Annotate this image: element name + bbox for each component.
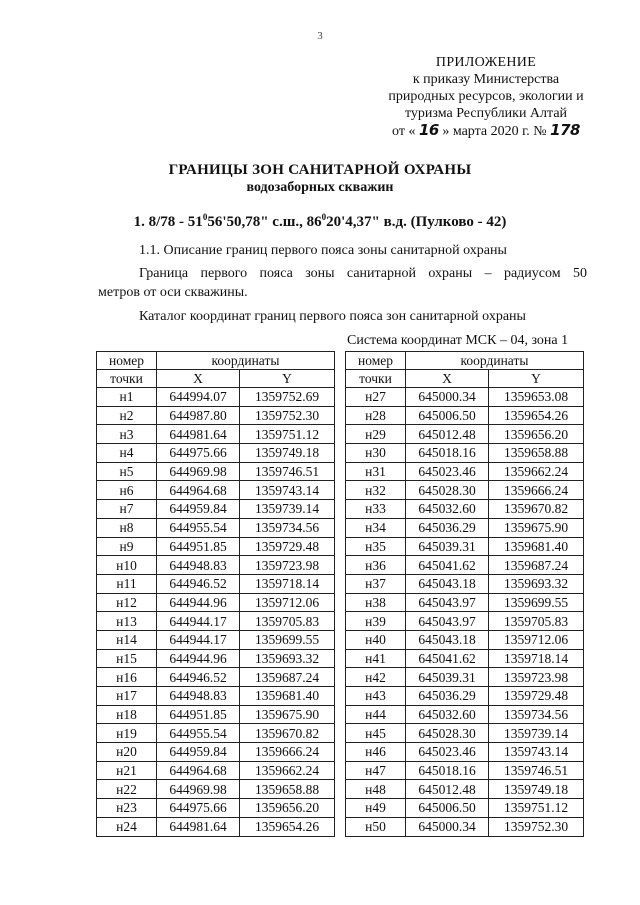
x-coordinate-cell: 645043.18 xyxy=(406,630,489,649)
table-row xyxy=(346,425,584,444)
appendix-line-3: туризма Республики Алтай xyxy=(404,106,568,121)
table-row xyxy=(97,481,335,500)
point-number-cell: н32 xyxy=(346,481,406,500)
x-coordinate-cell: 645032.60 xyxy=(406,500,489,519)
table-row xyxy=(97,462,335,481)
y-coordinate-cell: 1359739.14 xyxy=(489,724,584,743)
y-coordinate-cell: 1359654.26 xyxy=(240,817,335,836)
y-coordinate-cell: 1359739.14 xyxy=(240,500,335,519)
point-number-cell: н43 xyxy=(346,687,406,706)
y-coordinate-cell: 1359662.24 xyxy=(240,761,335,780)
x-coordinate-cell: 644946.52 xyxy=(157,574,240,593)
x-coordinate-cell: 645012.48 xyxy=(406,780,489,799)
y-coordinate-cell: 1359734.56 xyxy=(489,705,584,724)
x-coordinate-cell: 644964.68 xyxy=(157,761,240,780)
y-coordinate-cell: 1359705.83 xyxy=(489,612,584,631)
table-row xyxy=(97,388,335,407)
appendix-date-line xyxy=(372,122,600,140)
table-row xyxy=(346,388,584,407)
table-row xyxy=(97,668,335,687)
coord-part-3: 20'4,37" в.д. (Пулково - 42) xyxy=(326,214,507,230)
coordinates-table-right xyxy=(345,351,584,837)
x-coordinate-cell: 644964.68 xyxy=(157,481,240,500)
point-number-cell: н45 xyxy=(346,724,406,743)
point-number-cell: н22 xyxy=(97,780,157,799)
y-coordinate-cell: 1359749.18 xyxy=(240,444,335,463)
table-row xyxy=(346,668,584,687)
x-coordinate-cell: 645041.62 xyxy=(406,556,489,575)
point-number-cell: н13 xyxy=(97,612,157,631)
header-point-1: номер xyxy=(97,352,157,370)
y-coordinate-cell: 1359734.56 xyxy=(240,518,335,537)
point-number-cell: н5 xyxy=(97,462,157,481)
x-coordinate-cell: 644994.07 xyxy=(157,388,240,407)
x-coordinate-cell: 644981.64 xyxy=(157,817,240,836)
y-coordinate-cell: 1359729.48 xyxy=(240,537,335,556)
point-number-cell: н17 xyxy=(97,687,157,706)
y-coordinate-cell: 1359666.24 xyxy=(240,743,335,762)
point-number-cell: н44 xyxy=(346,705,406,724)
point-number-cell: н18 xyxy=(97,705,157,724)
page-number: 3 xyxy=(317,30,323,42)
table-row xyxy=(97,687,335,706)
table-row xyxy=(97,743,335,762)
table-row xyxy=(97,799,335,818)
point-number-cell: н31 xyxy=(346,462,406,481)
point-number-cell: н11 xyxy=(97,574,157,593)
x-coordinate-cell: 645000.34 xyxy=(406,817,489,836)
y-coordinate-cell: 1359746.51 xyxy=(489,761,584,780)
x-coordinate-cell: 645028.30 xyxy=(406,481,489,500)
x-coordinate-cell: 645023.46 xyxy=(406,743,489,762)
table-row xyxy=(346,780,584,799)
point-number-cell: н20 xyxy=(97,743,157,762)
point-number-cell: н27 xyxy=(346,388,406,407)
x-coordinate-cell: 645032.60 xyxy=(406,705,489,724)
y-coordinate-cell: 1359712.06 xyxy=(240,593,335,612)
y-coordinate-cell: 1359723.98 xyxy=(240,556,335,575)
x-coordinate-cell: 645036.29 xyxy=(406,687,489,706)
table-row xyxy=(97,425,335,444)
coord-part-1: 1. 8/78 - 51 xyxy=(133,214,203,230)
point-number-cell: н8 xyxy=(97,518,157,537)
x-coordinate-cell: 644969.98 xyxy=(157,780,240,799)
table-row xyxy=(346,743,584,762)
point-number-cell: н9 xyxy=(97,537,157,556)
handwritten-number: 178 xyxy=(550,121,580,139)
x-coordinate-cell: 645043.97 xyxy=(406,612,489,631)
y-coordinate-cell: 1359752.69 xyxy=(240,388,335,407)
y-coordinate-cell: 1359675.90 xyxy=(489,518,584,537)
point-number-cell: н49 xyxy=(346,799,406,818)
x-coordinate-cell: 644975.66 xyxy=(157,799,240,818)
table-row xyxy=(97,556,335,575)
point-number-cell: н24 xyxy=(97,817,157,836)
table-row xyxy=(97,574,335,593)
y-coordinate-cell: 1359654.26 xyxy=(489,406,584,425)
point-number-cell: н21 xyxy=(97,761,157,780)
degree-mark-2: 0 xyxy=(321,212,327,222)
y-coordinate-cell: 1359656.20 xyxy=(489,425,584,444)
point-number-cell: н40 xyxy=(346,630,406,649)
table-row xyxy=(346,556,584,575)
appendix-line-1: к приказу Министерства xyxy=(412,72,560,87)
coordinate-system-label: Система координат МСК – 04, зона 1 xyxy=(347,333,569,348)
header-x: X xyxy=(406,370,489,388)
point-number-cell: н50 xyxy=(346,817,406,836)
y-coordinate-cell: 1359662.24 xyxy=(489,462,584,481)
table-row xyxy=(97,406,335,425)
coordinates-table-left xyxy=(96,351,335,837)
point-number-cell: н16 xyxy=(97,668,157,687)
point-number-cell: н4 xyxy=(97,444,157,463)
point-number-cell: н23 xyxy=(97,799,157,818)
y-coordinate-cell: 1359751.12 xyxy=(489,799,584,818)
paragraph-line-2: метров от оси скважины. xyxy=(98,285,248,300)
x-coordinate-cell: 645028.30 xyxy=(406,724,489,743)
table-row xyxy=(346,462,584,481)
table-row xyxy=(97,649,335,668)
point-number-cell: н30 xyxy=(346,444,406,463)
table-row xyxy=(346,817,584,836)
header-point-2: точки xyxy=(97,370,157,388)
y-coordinate-cell: 1359705.83 xyxy=(240,612,335,631)
table-row xyxy=(97,705,335,724)
header-point-1: номер xyxy=(346,352,406,370)
y-coordinate-cell: 1359681.40 xyxy=(489,537,584,556)
x-coordinate-cell: 644969.98 xyxy=(157,462,240,481)
x-coordinate-cell: 644944.17 xyxy=(157,630,240,649)
point-number-cell: н10 xyxy=(97,556,157,575)
y-coordinate-cell: 1359743.14 xyxy=(240,481,335,500)
x-coordinate-cell: 645043.18 xyxy=(406,574,489,593)
table-row xyxy=(346,500,584,519)
point-number-cell: н35 xyxy=(346,537,406,556)
y-coordinate-cell: 1359658.88 xyxy=(240,780,335,799)
point-number-cell: н36 xyxy=(346,556,406,575)
point-number-cell: н19 xyxy=(97,724,157,743)
header-coordinates: координаты xyxy=(406,352,584,370)
coord-part-2: 56'50,78" с.ш., 86 xyxy=(207,214,322,230)
header-y: Y xyxy=(240,370,335,388)
header-x: X xyxy=(157,370,240,388)
table-row xyxy=(346,630,584,649)
header-y: Y xyxy=(489,370,584,388)
table-row xyxy=(97,724,335,743)
table-row xyxy=(97,444,335,463)
x-coordinate-cell: 644948.83 xyxy=(157,687,240,706)
y-coordinate-cell: 1359729.48 xyxy=(489,687,584,706)
document-subtitle: водозаборных скважин xyxy=(246,180,394,195)
point-number-cell: н1 xyxy=(97,388,157,407)
point-number-cell: н14 xyxy=(97,630,157,649)
table-row xyxy=(97,537,335,556)
x-coordinate-cell: 644959.84 xyxy=(157,743,240,762)
point-number-cell: н41 xyxy=(346,649,406,668)
header-coordinates: координаты xyxy=(157,352,335,370)
point-number-cell: н2 xyxy=(97,406,157,425)
table-row xyxy=(346,444,584,463)
point-number-cell: н29 xyxy=(346,425,406,444)
x-coordinate-cell: 645000.34 xyxy=(406,388,489,407)
x-coordinate-cell: 644987.80 xyxy=(157,406,240,425)
table-row xyxy=(346,537,584,556)
x-coordinate-cell: 644948.83 xyxy=(157,556,240,575)
section-heading: 1.1. Описание границ первого пояса зоны санитарной охраны xyxy=(139,243,507,258)
table-row xyxy=(346,612,584,631)
point-number-cell: н6 xyxy=(97,481,157,500)
x-coordinate-cell: 645018.16 xyxy=(406,444,489,463)
table-row xyxy=(346,724,584,743)
y-coordinate-cell: 1359699.55 xyxy=(489,593,584,612)
point-number-cell: н7 xyxy=(97,500,157,519)
handwritten-day: 16 xyxy=(418,121,439,139)
point-number-cell: н28 xyxy=(346,406,406,425)
y-coordinate-cell: 1359666.24 xyxy=(489,481,584,500)
x-coordinate-cell: 644944.96 xyxy=(157,649,240,668)
table-row xyxy=(346,649,584,668)
x-coordinate-cell: 644951.85 xyxy=(157,705,240,724)
table-row xyxy=(346,593,584,612)
x-coordinate-cell: 644955.54 xyxy=(157,518,240,537)
header-point-2: точки xyxy=(346,370,406,388)
paragraph-line-1: Граница первого пояса зоны санитарной охраны – радиусом 50 xyxy=(139,266,587,281)
y-coordinate-cell: 1359749.18 xyxy=(489,780,584,799)
x-coordinate-cell: 645023.46 xyxy=(406,462,489,481)
table-row xyxy=(346,799,584,818)
y-coordinate-cell: 1359752.30 xyxy=(240,406,335,425)
x-coordinate-cell: 644981.64 xyxy=(157,425,240,444)
well-coordinates-heading xyxy=(0,212,640,231)
y-coordinate-cell: 1359718.14 xyxy=(240,574,335,593)
y-coordinate-cell: 1359681.40 xyxy=(240,687,335,706)
y-coordinate-cell: 1359658.88 xyxy=(489,444,584,463)
x-coordinate-cell: 644951.85 xyxy=(157,537,240,556)
y-coordinate-cell: 1359746.51 xyxy=(240,462,335,481)
table-row xyxy=(97,612,335,631)
y-coordinate-cell: 1359693.32 xyxy=(240,649,335,668)
point-number-cell: н37 xyxy=(346,574,406,593)
y-coordinate-cell: 1359693.32 xyxy=(489,574,584,593)
point-number-cell: н38 xyxy=(346,593,406,612)
table-row xyxy=(346,518,584,537)
x-coordinate-cell: 645041.62 xyxy=(406,649,489,668)
degree-mark-1: 0 xyxy=(202,212,208,222)
table-row xyxy=(346,705,584,724)
table-row xyxy=(346,574,584,593)
x-coordinate-cell: 645006.50 xyxy=(406,799,489,818)
table-row xyxy=(346,406,584,425)
x-coordinate-cell: 645039.31 xyxy=(406,537,489,556)
x-coordinate-cell: 644959.84 xyxy=(157,500,240,519)
x-coordinate-cell: 645018.16 xyxy=(406,761,489,780)
x-coordinate-cell: 645012.48 xyxy=(406,425,489,444)
point-number-cell: н12 xyxy=(97,593,157,612)
y-coordinate-cell: 1359687.24 xyxy=(240,668,335,687)
x-coordinate-cell: 644955.54 xyxy=(157,724,240,743)
table-row xyxy=(346,687,584,706)
x-coordinate-cell: 644944.96 xyxy=(157,593,240,612)
point-number-cell: н48 xyxy=(346,780,406,799)
y-coordinate-cell: 1359670.82 xyxy=(489,500,584,519)
y-coordinate-cell: 1359718.14 xyxy=(489,649,584,668)
x-coordinate-cell: 645039.31 xyxy=(406,668,489,687)
table-row xyxy=(97,593,335,612)
x-coordinate-cell: 644975.66 xyxy=(157,444,240,463)
point-number-cell: н47 xyxy=(346,761,406,780)
table-row xyxy=(97,761,335,780)
point-number-cell: н15 xyxy=(97,649,157,668)
point-number-cell: н42 xyxy=(346,668,406,687)
point-number-cell: н3 xyxy=(97,425,157,444)
y-coordinate-cell: 1359712.06 xyxy=(489,630,584,649)
y-coordinate-cell: 1359751.12 xyxy=(240,425,335,444)
date-middle: » марта 2020 г. № xyxy=(442,124,547,139)
point-number-cell: н34 xyxy=(346,518,406,537)
x-coordinate-cell: 645036.29 xyxy=(406,518,489,537)
point-number-cell: н33 xyxy=(346,500,406,519)
date-prefix: от « xyxy=(392,124,416,139)
point-number-cell: н46 xyxy=(346,743,406,762)
y-coordinate-cell: 1359743.14 xyxy=(489,743,584,762)
x-coordinate-cell: 645006.50 xyxy=(406,406,489,425)
x-coordinate-cell: 645043.97 xyxy=(406,593,489,612)
document-title: ГРАНИЦЫ ЗОН САНИТАРНОЙ ОХРАНЫ xyxy=(168,162,472,178)
appendix-block xyxy=(372,54,600,140)
y-coordinate-cell: 1359699.55 xyxy=(240,630,335,649)
y-coordinate-cell: 1359675.90 xyxy=(240,705,335,724)
table-row xyxy=(97,780,335,799)
catalog-caption: Каталог координат границ первого пояса зон санитарной охраны xyxy=(139,309,526,324)
table-row xyxy=(346,481,584,500)
x-coordinate-cell: 644946.52 xyxy=(157,668,240,687)
y-coordinate-cell: 1359752.30 xyxy=(489,817,584,836)
appendix-line-2: природных ресурсов, экологии и xyxy=(388,89,584,104)
y-coordinate-cell: 1359656.20 xyxy=(240,799,335,818)
appendix-title: ПРИЛОЖЕНИЕ xyxy=(435,55,537,70)
y-coordinate-cell: 1359653.08 xyxy=(489,388,584,407)
y-coordinate-cell: 1359670.82 xyxy=(240,724,335,743)
x-coordinate-cell: 644944.17 xyxy=(157,612,240,631)
point-number-cell: н39 xyxy=(346,612,406,631)
table-row xyxy=(346,761,584,780)
table-row xyxy=(97,817,335,836)
table-row xyxy=(97,500,335,519)
table-row xyxy=(97,518,335,537)
y-coordinate-cell: 1359687.24 xyxy=(489,556,584,575)
y-coordinate-cell: 1359723.98 xyxy=(489,668,584,687)
table-row xyxy=(97,630,335,649)
